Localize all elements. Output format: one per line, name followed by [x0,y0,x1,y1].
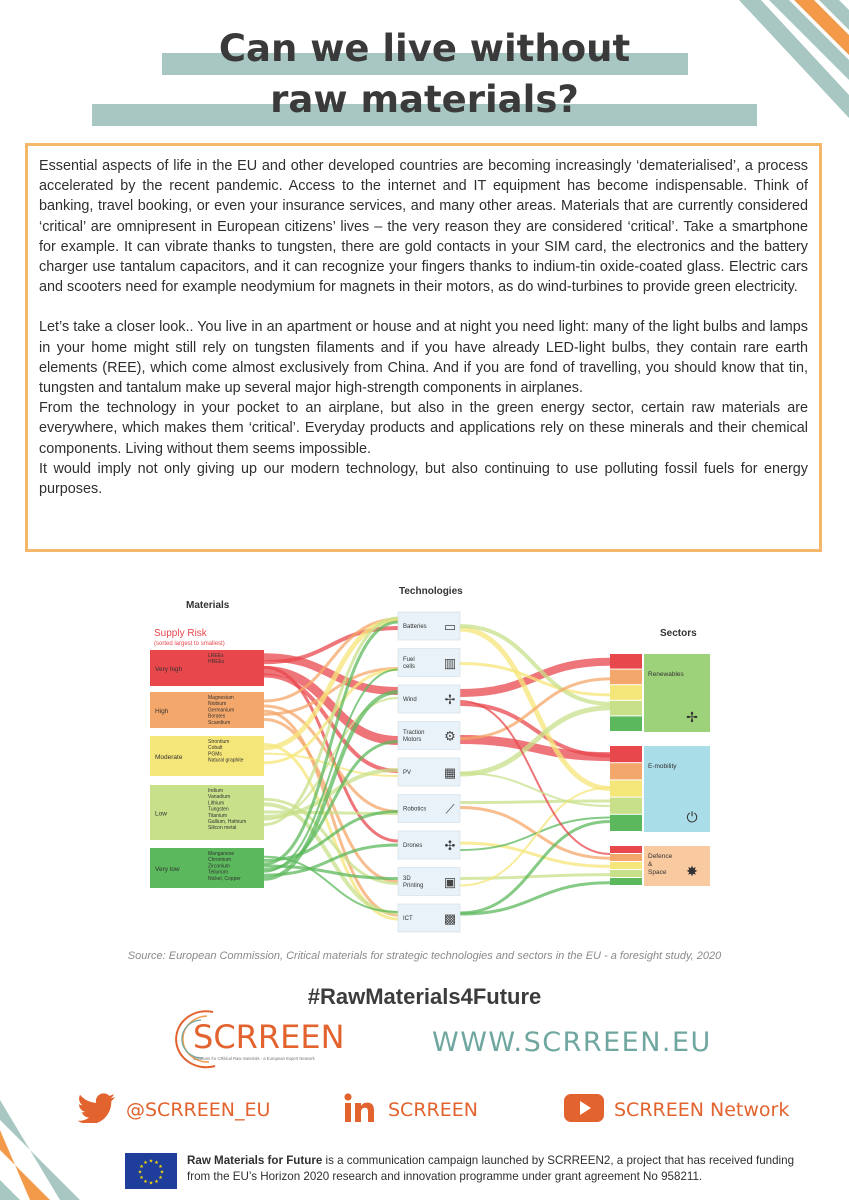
wind-turbine-icon: ✢ [686,709,698,725]
technology-motor [398,722,460,750]
technology-robot-arm [398,795,460,823]
sector-2 [610,746,710,832]
scrreen-logo-graphic [175,1006,360,1071]
battery-icon: ▭ [443,619,457,634]
technology-battery [398,612,460,640]
material-name: Chromium [208,857,232,864]
sector-risk-strip [610,746,642,762]
sankey-diagram [146,578,716,943]
material-name: Germanium [208,707,235,714]
sector-label: Space [648,869,667,876]
sector-risk-strip [610,685,642,700]
sector-risk-strip [610,846,642,853]
sector-flow [460,843,610,866]
risk-level-label: Low [155,810,167,818]
website-link[interactable]: WWW.SCRREEN.EU [432,1027,712,1058]
material-name: Niobium [208,701,227,708]
material-name: Gallium, Hafnium [208,819,247,825]
material-name: Natural graphite [208,757,244,764]
materials-sankey-figure [146,578,716,943]
technology-label: ICT [403,916,413,922]
sector-flow [460,875,610,879]
technology-drone [398,831,460,859]
paragraph-3: From the technology in your pocket to an airplane, but also in the green energy sector, certain raw materials are everywhere, which makes them ‘critical’. Everyday products and applications rely on these minerals and their chemical components. Living without them seems impossible. [39,400,808,457]
eu-star: ★ [158,1175,163,1181]
sectors-header: Sectors [660,628,697,639]
technology-printer-3d [398,868,460,896]
paragraph-1: Essential aspects of life in the EU and other developed countries are becoming increasingly ‘dematerialised’, a process accelerated by the recent pandemic. Access to the internet and IT equipment has become indispensable. Think of banking, travel booking, or even your insurance services, and many other areas. Materials that are currently considered ‘critical’ are omnipresent in European citizens’ lives – the very reason they are considered ‘critical’. Take a smartphone for example. It can vibrate thanks to tungsten, there are gold contacts in your SIM card, the electronics and the battery charger use tantalum capacitors, and it can recognize your fingers thanks to indium-tin oxide-coated glass. Electric cars and scooters need for example neodymium for magnets in their motors, as do wind-turbines to provide green electricity. [39,158,808,296]
technology-boxes [398,612,460,932]
sector-risk-strip [610,798,642,814]
sector-risk-strip [610,862,642,869]
technology-label: Batteries [403,624,427,630]
eu-star: ★ [143,1159,148,1166]
risk-level-3 [150,736,264,776]
material-name: Strontium [208,739,230,745]
supply-risk-label: Supply Risk [154,628,207,639]
paragraph-2: Let’s take a closer look.. You live in an apartment or house and at night you need light: many of the light bulbs and lamps in your home might still rely on tungsten filaments and if you have already LED-light bulbs, they contain rare earth elements (REE), which come almost exclusively from China. And if you are fond of travelling, you should know that tin, tungsten and tantalum make up several major high-strength components in airplanes. [39,319,808,397]
eu-star: ★ [148,1180,154,1187]
social-linkedin[interactable] [344,1094,478,1126]
material-name: Tungsten [208,806,229,813]
motor-icon: ⚙ [444,728,456,744]
risk-level-boxes [150,650,264,888]
eu-star: ★ [137,1169,143,1176]
figure-source: Source: European Commission, Critical materials for strategic technologies and sectors in the EU - a foresight study, 2020 [127,950,722,962]
youtube-channel: SCRREEN Network [614,1099,790,1121]
material-name: Tellurium [208,869,229,876]
technology-label: Wind [403,697,417,703]
sector-risk-strip [610,854,642,861]
scrreen-logo [175,1006,360,1071]
eu-star: ★ [139,1164,144,1170]
youtube-icon [564,1094,604,1127]
sector-label: E-mobility [648,763,677,770]
sector-box [644,746,710,832]
risk-level-label: Moderate [155,754,183,761]
supply-risk-note: (sorted largest to smallest) [154,641,225,647]
eu-star: ★ [159,1169,165,1176]
sector-1 [610,654,710,732]
risk-level-label: High [155,708,169,715]
material-name: Zirconium [208,863,230,870]
material-name: HREEs [208,659,225,666]
wind-turbine-icon: ✢ [444,692,456,707]
material-flow [264,620,398,748]
eu-flag-icon [125,1153,177,1189]
material-name: Cobalt [208,745,223,752]
material-name: Vanadium [208,794,231,801]
sector-risk-strip [610,716,642,731]
solar-panel-icon: ▦ [443,765,457,780]
sector-3 [610,846,710,886]
eu-star: ★ [148,1158,154,1165]
twitter-icon [78,1093,116,1128]
sector-box [644,654,710,732]
campaign-name: Raw Materials for Future [187,1154,323,1167]
technology-label: Drones [403,843,423,849]
fuel-cell-icon: ▥ [443,655,457,671]
technology-label: Printing [403,883,424,889]
funding-statement [187,1153,805,1193]
material-name: Manganese [208,851,235,857]
material-name: Magnesium [208,695,234,701]
twitter-handle: @SCRREEN_EU [126,1099,271,1121]
technology-label: cells [403,664,416,670]
plug-icon: ⏻ [686,809,698,825]
hashtag: #RawMaterials4Future [307,984,542,1009]
sector-label: & [648,861,653,868]
sector-risk-strip [610,670,642,685]
intro-text-box [25,143,822,552]
paragraph-4: It would imply not only giving up our modern technology, but also continuing to use polluting fossil fuels for energy purposes. [39,460,808,498]
eu-star: ★ [158,1164,163,1170]
material-name: Titanium [208,812,227,819]
material-name: Scandium [208,719,231,726]
printer-3d-icon: ▣ [443,874,457,890]
funding-text: is a communication campaign launched by SCRREEN2, a project that has received funding from the EU’s Horizon 2020 research and innovation programme under grant agreement No 958211. [187,1154,795,1183]
sector-risk-strip [610,701,642,716]
sector-flow [460,801,610,802]
technology-wind-turbine [398,685,460,713]
material-name: LREEs [208,653,224,659]
funding-footer [125,1153,805,1193]
technology-label: 3D [403,876,411,882]
technology-label: Motors [403,737,422,743]
technologies-header: Technologies [399,586,463,597]
social-twitter[interactable] [78,1094,270,1126]
technology-label: PV [403,770,412,776]
risk-level-label: Very low [155,866,180,873]
material-name: Borates [208,713,226,720]
linkedin-icon [344,1093,378,1128]
sector-label: Defence [648,853,673,860]
robot-arm-icon: ⟋ [445,801,455,817]
technology-chip [398,904,460,932]
drone-icon: ✣ [444,838,456,853]
technology-label: Traction [403,730,425,736]
eu-star: ★ [143,1179,148,1186]
sector-risk-strip [610,878,642,885]
sector-label: Renewables [648,671,684,678]
technology-solar-panel [398,758,460,786]
sector-risk-strip [610,815,642,831]
risk-level-4 [150,785,264,840]
risk-level-label: Very high [155,666,183,673]
technology-label: Fuel [403,657,415,663]
sector-risk-strip [610,763,642,779]
sector-box [644,846,710,886]
linkedin-name: SCRREEN [388,1099,478,1121]
social-youtube[interactable] [564,1094,789,1126]
technology-fuel-cell [398,649,460,677]
risk-level-1 [150,650,264,686]
eu-star: ★ [139,1175,144,1181]
risk-level-2 [150,692,264,728]
sector-risk-strip [610,654,642,669]
material-name: PGMs [208,751,222,758]
technology-label: Robotics [403,806,427,813]
chip-icon: ▩ [443,911,457,926]
shield-icon: ✸ [686,863,698,879]
material-name: Lithium [208,800,225,807]
materials-header: Materials [186,600,230,611]
sector-risk-strip [610,780,642,796]
material-name: Indium [208,788,224,794]
svg-text:Solutions for CRitical Raw mat: Solutions for CRitical Raw materials - a European Expert Network [193,1056,315,1061]
sector-risk-strip [610,870,642,877]
sector-boxes [610,654,710,886]
material-name: Nickel, Copper [208,875,241,882]
risk-level-5 [150,848,264,888]
eu-star: ★ [154,1179,159,1186]
page-title-line-2: raw materials? [270,78,579,121]
corner-decoration-bottom-left [0,1090,90,1200]
page-title-line-1: Can we live without [218,27,631,70]
material-name: Silicon metal [208,825,237,832]
svg-text:SCRREEN: SCRREEN [193,1018,345,1056]
eu-star: ★ [154,1159,159,1166]
risk-level-box [150,785,264,840]
